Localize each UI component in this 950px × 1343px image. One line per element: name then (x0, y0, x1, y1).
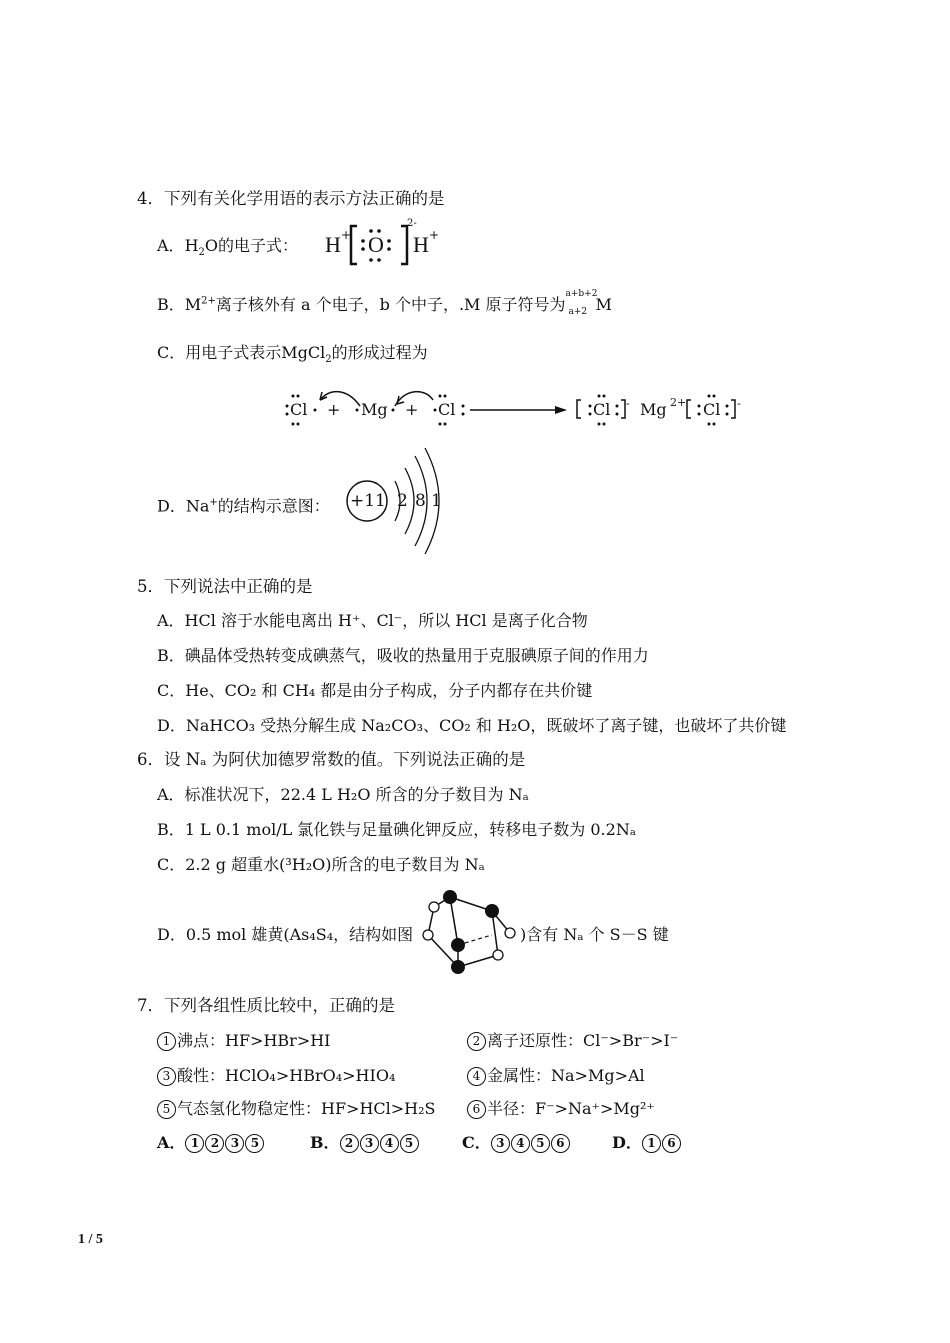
q7-choice-d: D． 1 6 (612, 1133, 682, 1153)
q7-item-4: 4 金属性：Na>Mg>Al (467, 1066, 645, 1086)
o-atom: O (368, 232, 384, 257)
q4-option-a (157, 236, 298, 263)
q5-option-b: B．碘晶体受热转变成碘蒸气，吸收的热量用于克服碘原子间的作用力 (157, 646, 649, 665)
nuclide-symbol: a+b+2 a+2 (565, 289, 598, 317)
q5-option-c: C．He、CO₂ 和 CH₄ 都是由分子构成，分子内都存在共价键 (157, 681, 593, 700)
q7-item-3: 3 酸性：HClO₄>HBrO₄>HIO₄ (157, 1066, 395, 1086)
shell-1-count: 2 (397, 491, 408, 511)
q5-stem: 5．下列说法中正确的是 (137, 577, 313, 596)
h-atom-left: H (325, 232, 341, 257)
q4-option-c: C．用电子式表示MgCl$_2$的形成过程为 (157, 343, 428, 366)
q6-option-d-part1: D．0.5 mol 雄黄(As₄S₄，结构如图 (157, 925, 414, 944)
q4-option-d: D．Na+的结构示意图： (157, 496, 330, 516)
h-atom-right: H (413, 232, 429, 257)
reactant-cl-2: Cl (438, 400, 456, 419)
na-structure-diagram (343, 446, 453, 556)
q7-choice-a: A． 1 2 3 5 (157, 1133, 265, 1153)
product-cl-2: Cl (703, 400, 721, 419)
h2o-electron-diagram (325, 218, 445, 268)
q6-option-d-part2: )含有 Nₐ 个 S－S 键 (520, 925, 669, 944)
q5-option-d: D．NaHCO₃ 受热分解生成 Na₂CO₃、CO₂ 和 H₂O，既破坏了离子键，也破坏了共价键 (157, 716, 787, 735)
q4-stem: 4．下列有关化学用语的表示方法正确的是 (137, 189, 445, 208)
q7-item-5: 5 气态氢化物稳定性：HF>HCl>H₂S (157, 1099, 436, 1119)
q6-option-b: B．1 L 0.1 mol/L 氯化铁与足量碘化钾反应，转移电子数为 0.2Nₐ (157, 820, 636, 839)
q4-a-formula: $H_2O$ (184, 236, 219, 259)
q7-item-1: 1 沸点：HF>HBr>HI (157, 1031, 331, 1051)
q6-option-a: A．标准状况下，22.4 L H₂O 所含的分子数目为 Nₐ (157, 785, 529, 804)
reactant-mg: Mg (361, 400, 388, 419)
h-left-charge: + (341, 228, 352, 242)
q7-choice-c: C． 3 4 5 6 (462, 1133, 571, 1153)
h-right-charge: + (429, 228, 440, 242)
q7-choice-b: B． 2 3 4 5 (310, 1133, 420, 1153)
q7-item-2: 2 离子还原性：Cl⁻>Br⁻>I⁻ (467, 1031, 678, 1051)
q7-item-6: 6 半径：F⁻>Na⁺>Mg²⁺ (467, 1099, 655, 1119)
plus-sign-2: + (405, 400, 419, 419)
as4s4-structure-diagram (420, 885, 520, 980)
q4-a-label: A． (157, 236, 185, 255)
product-mg-charge: 2+ (670, 396, 687, 409)
q6-option-c: C．2.2 g 超重水(³H₂O)所含的电子数目为 Nₐ (157, 855, 485, 874)
bracket-charge: 2- (407, 218, 417, 229)
q5-option-a: A．HCl 溶于水能电离出 H⁺、Cl⁻，所以 HCl 是离子化合物 (157, 611, 588, 630)
q4-a-text: 的电子式： (218, 236, 299, 255)
reactant-cl-1: Cl (290, 400, 308, 419)
product-mg: Mg (640, 400, 667, 419)
q7-stem: 7．下列各组性质比较中，正确的是 (137, 996, 395, 1015)
shell-2-count: 8 (415, 491, 426, 511)
product-cl-1-charge: - (626, 397, 630, 410)
q6-stem: 6．设 Nₐ 为阿伏加德罗常数的值。下列说法正确的是 (137, 750, 526, 769)
shell-3-count: 1 (431, 491, 442, 511)
product-cl-1: Cl (593, 400, 611, 419)
product-cl-2-charge: - (737, 397, 741, 410)
mgcl2-formation-diagram (285, 384, 755, 430)
nucleus-charge: +11 (350, 491, 386, 511)
page-number: 1 / 5 (78, 1232, 103, 1247)
q4-option-b: B．$M^{2+}$离子核外有 a 个电子，b 个中子，.M 原子符号为 a+b+2 a+2 M (157, 289, 612, 317)
plus-sign-1: + (327, 400, 341, 419)
